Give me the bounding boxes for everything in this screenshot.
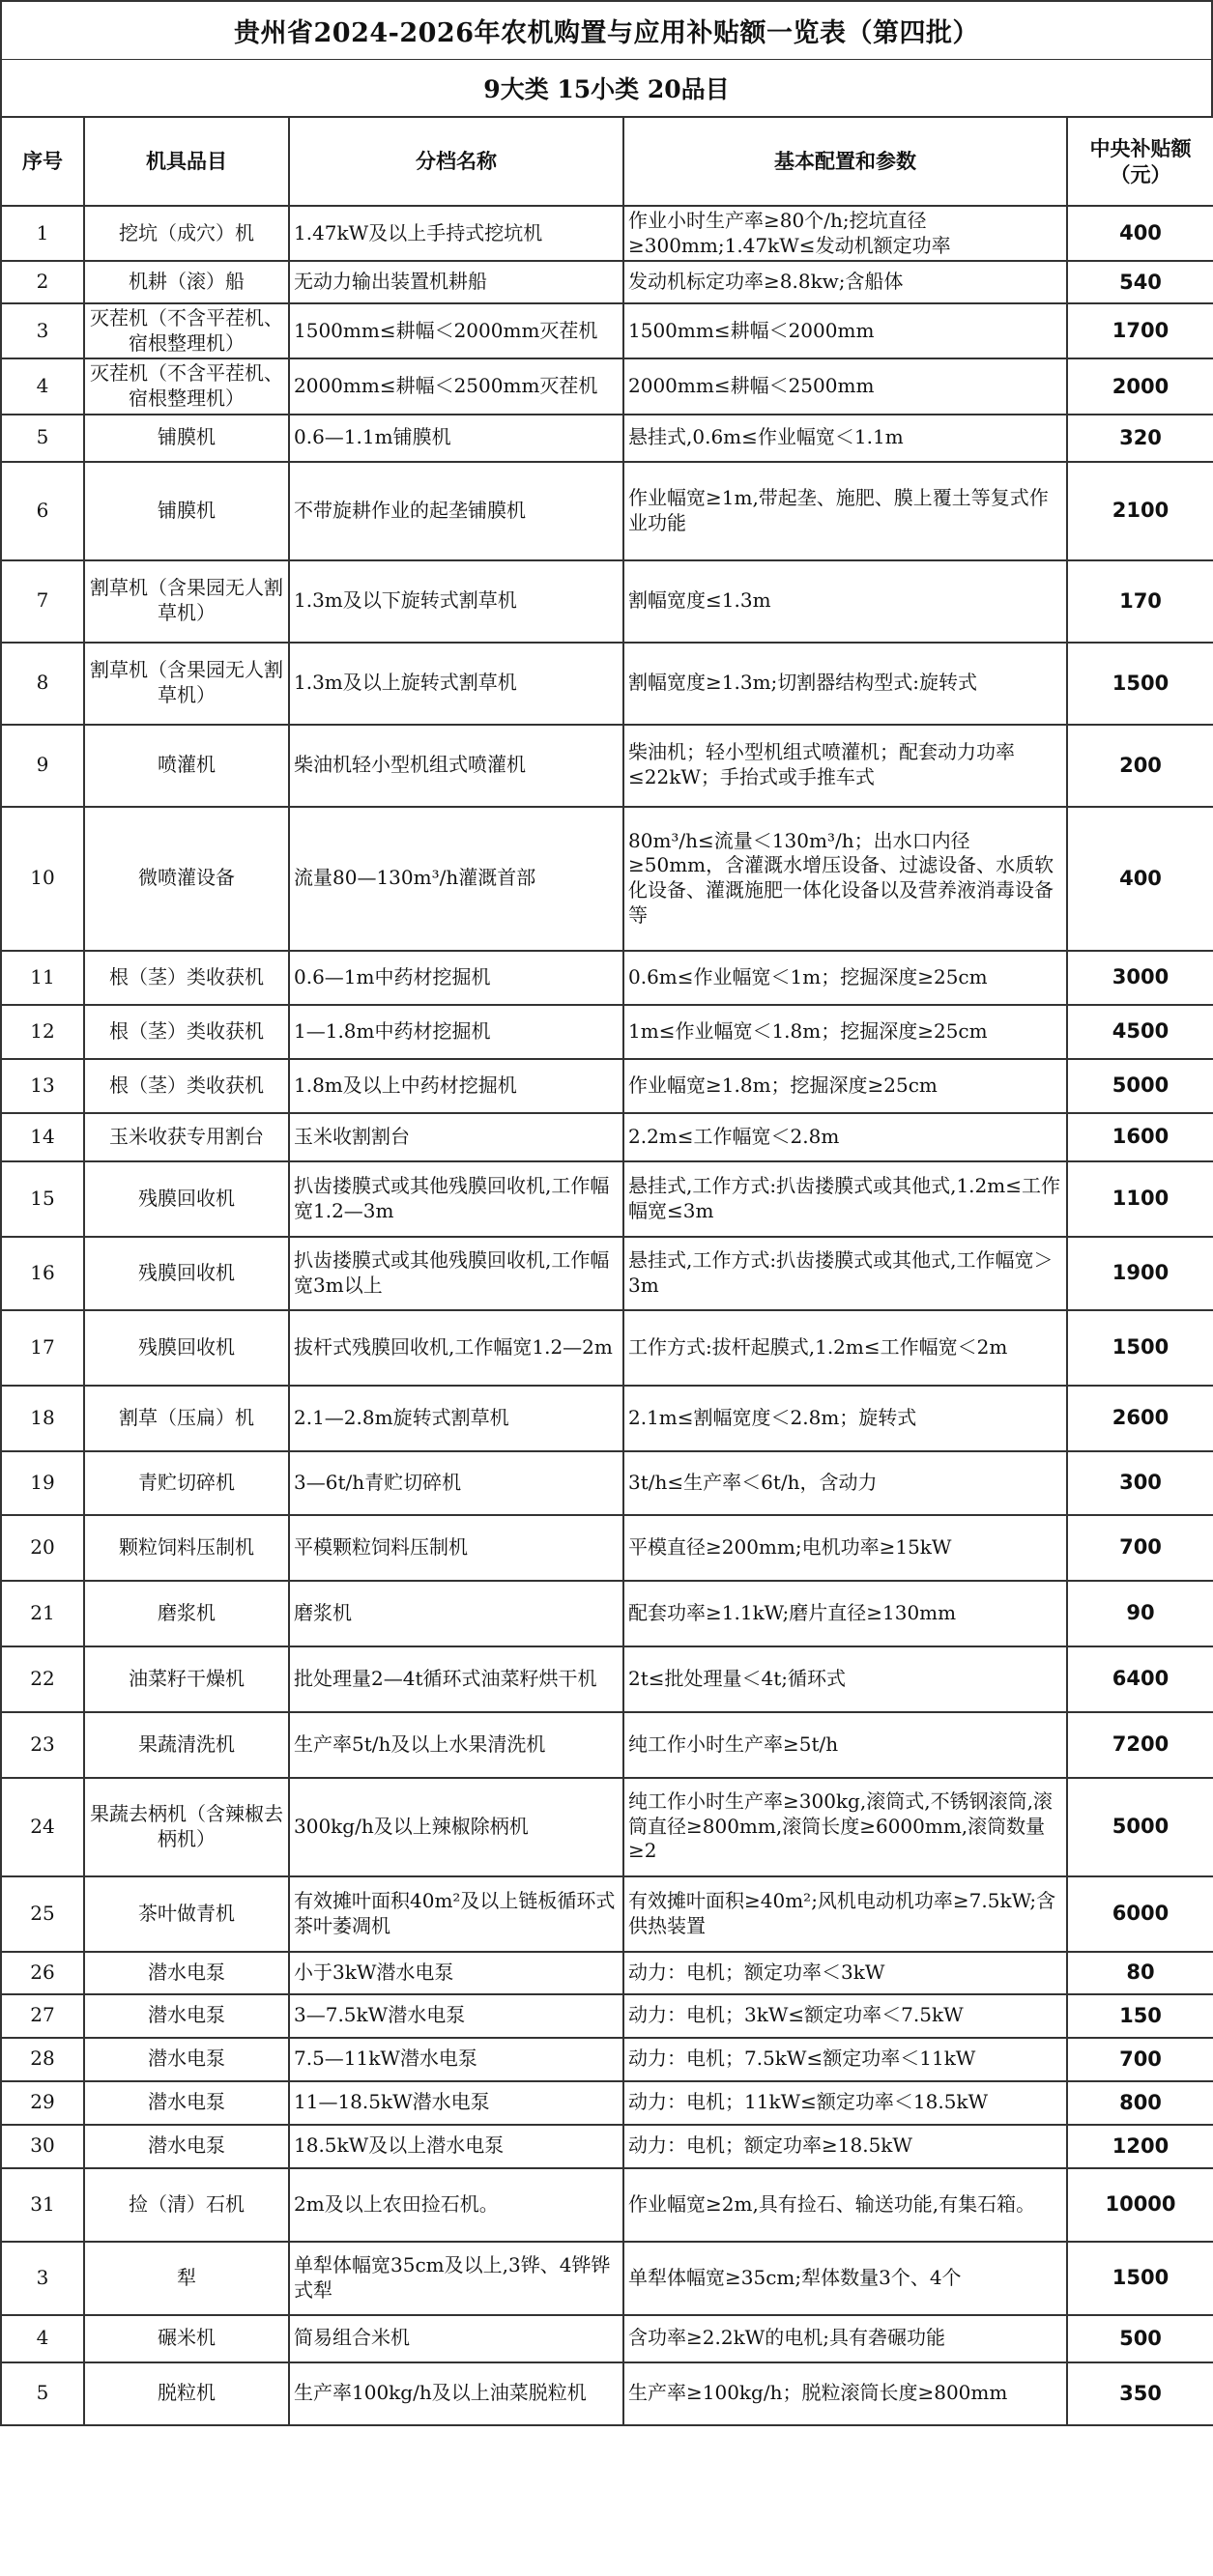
cell-item: 磨浆机 [84,1581,289,1646]
cell-no: 6 [1,462,84,560]
cell-subsidy: 10000 [1067,2168,1213,2242]
cell-spec: 2t≤批处理量＜4t;循环式 [623,1646,1067,1712]
cell-grade: 0.6—1.1m铺膜机 [289,415,623,462]
cell-item: 茶叶做青机 [84,1876,289,1952]
cell-no: 24 [1,1778,84,1876]
cell-grade: 拔杆式残膜回收机,工作幅宽1.2—2m [289,1310,623,1386]
cell-grade: 平模颗粒饲料压制机 [289,1515,623,1581]
table-row [1,560,1213,643]
cell-item: 铺膜机 [84,462,289,560]
cell-subsidy: 7200 [1067,1712,1213,1778]
cell-spec: 动力：电机；7.5kW≤额定功率＜11kW [623,2038,1067,2081]
cell-item: 青贮切碎机 [84,1451,289,1515]
cell-no: 16 [1,1237,84,1310]
cell-spec: 平模直径≥200mm;电机功率≥15kW [623,1515,1067,1581]
cell-subsidy: 350 [1067,2362,1213,2425]
cell-spec: 含功率≥2.2kW的电机;具有砻碾功能 [623,2315,1067,2362]
cell-item: 脱粒机 [84,2362,289,2425]
cell-subsidy: 540 [1067,261,1213,303]
cell-subsidy: 700 [1067,2038,1213,2081]
cell-grade: 玉米收割割台 [289,1113,623,1161]
cell-item: 喷灌机 [84,725,289,807]
cell-no: 4 [1,358,84,414]
cell-spec: 割幅宽度≥1.3m;切割器结构型式:旋转式 [623,643,1067,725]
table-row [1,643,1213,725]
cell-item: 根（茎）类收获机 [84,1005,289,1059]
cell-no: 15 [1,1161,84,1237]
cell-no: 28 [1,2038,84,2081]
subsidy-table [0,116,1213,2426]
cell-item: 果蔬去柄机（含辣椒去柄机） [84,1778,289,1876]
cell-spec: 悬挂式,工作方式:扒齿搂膜式或其他式,工作幅宽＞3m [623,1237,1067,1310]
cell-no: 25 [1,1876,84,1952]
cell-subsidy: 320 [1067,415,1213,462]
cell-item: 根（茎）类收获机 [84,1059,289,1113]
table-row [1,1005,1213,1059]
cell-subsidy: 400 [1067,206,1213,261]
cell-subsidy: 6000 [1067,1876,1213,1952]
cell-spec: 2.2m≤工作幅宽＜2.8m [623,1113,1067,1161]
cell-no: 3 [1,2242,84,2315]
cell-spec: 割幅宽度≤1.3m [623,560,1067,643]
table-row [1,807,1213,951]
cell-spec: 2000mm≤耕幅＜2500mm [623,358,1067,414]
cell-subsidy: 1600 [1067,1113,1213,1161]
cell-grade: 批处理量2—4t循环式油菜籽烘干机 [289,1646,623,1712]
cell-no: 18 [1,1386,84,1451]
table-row [1,1778,1213,1876]
cell-grade: 简易组合米机 [289,2315,623,2362]
cell-item: 割草机（含果园无人割草机） [84,560,289,643]
cell-subsidy: 2600 [1067,1386,1213,1451]
table-row [1,1237,1213,1310]
cell-grade: 柴油机轻小型机组式喷灌机 [289,725,623,807]
table-row [1,206,1213,261]
cell-no: 9 [1,725,84,807]
cell-subsidy: 3000 [1067,951,1213,1005]
cell-spec: 1m≤作业幅宽＜1.8m；挖掘深度≥25cm [623,1005,1067,1059]
cell-subsidy: 400 [1067,807,1213,951]
cell-grade: 7.5—11kW潜水电泵 [289,2038,623,2081]
table-row [1,1451,1213,1515]
cell-subsidy: 2000 [1067,358,1213,414]
cell-spec: 0.6m≤作业幅宽＜1m；挖掘深度≥25cm [623,951,1067,1005]
cell-item: 颗粒饲料压制机 [84,1515,289,1581]
cell-subsidy: 1500 [1067,643,1213,725]
cell-grade: 300kg/h及以上辣椒除柄机 [289,1778,623,1876]
cell-grade: 2m及以上农田捡石机。 [289,2168,623,2242]
cell-no: 5 [1,415,84,462]
cell-spec: 纯工作小时生产率≥300kg,滚筒式,不锈钢滚筒,滚筒直径≥800mm,滚筒长度≥6000mm,滚筒数量≥2 [623,1778,1067,1876]
cell-spec: 发动机标定功率≥8.8kw;含船体 [623,261,1067,303]
cell-subsidy: 500 [1067,2315,1213,2362]
table-row [1,303,1213,358]
cell-subsidy: 200 [1067,725,1213,807]
cell-item: 潜水电泵 [84,2125,289,2168]
cell-spec: 工作方式:拔杆起膜式,1.2m≤工作幅宽＜2m [623,1310,1067,1386]
cell-item: 犁 [84,2242,289,2315]
cell-item: 果蔬清洗机 [84,1712,289,1778]
cell-grade: 扒齿搂膜式或其他残膜回收机,工作幅宽1.2—3m [289,1161,623,1237]
table-row [1,2038,1213,2081]
cell-item: 碾米机 [84,2315,289,2362]
table-row [1,1386,1213,1451]
header-subsidy: 中央补贴额（元） [1067,117,1213,206]
cell-subsidy: 4500 [1067,1005,1213,1059]
cell-subsidy: 5000 [1067,1059,1213,1113]
cell-item: 灭茬机（不含平茬机、宿根整理机） [84,303,289,358]
cell-no: 2 [1,261,84,303]
cell-no: 23 [1,1712,84,1778]
cell-no: 7 [1,560,84,643]
cell-item: 潜水电泵 [84,2038,289,2081]
cell-item: 残膜回收机 [84,1237,289,1310]
table-row [1,2362,1213,2425]
cell-spec: 作业幅宽≥1.8m；挖掘深度≥25cm [623,1059,1067,1113]
cell-item: 割草机（含果园无人割草机） [84,643,289,725]
table-row [1,1161,1213,1237]
header-item: 机具品目 [84,117,289,206]
cell-item: 残膜回收机 [84,1310,289,1386]
cell-spec: 1500mm≤耕幅＜2000mm [623,303,1067,358]
header-no: 序号 [1,117,84,206]
cell-spec: 悬挂式,0.6m≤作业幅宽＜1.1m [623,415,1067,462]
cell-grade: 1.47kW及以上手持式挖坑机 [289,206,623,261]
table-row [1,725,1213,807]
cell-subsidy: 1700 [1067,303,1213,358]
table-row [1,1515,1213,1581]
table-row [1,1113,1213,1161]
cell-spec: 80m³/h≤流量＜130m³/h；出水口内径≥50mm，含灌溉水增压设备、过滤设备、水质软化设备、灌溉施肥一体化设备以及营养液消毒设备等 [623,807,1067,951]
cell-subsidy: 1100 [1067,1161,1213,1237]
cell-grade: 3—7.5kW潜水电泵 [289,1994,623,2038]
cell-spec: 动力：电机；11kW≤额定功率＜18.5kW [623,2081,1067,2125]
cell-item: 微喷灌设备 [84,807,289,951]
cell-no: 27 [1,1994,84,2038]
cell-spec: 动力：电机；额定功率≥18.5kW [623,2125,1067,2168]
cell-no: 4 [1,2315,84,2362]
cell-item: 残膜回收机 [84,1161,289,1237]
cell-subsidy: 300 [1067,1451,1213,1515]
cell-grade: 1.3m及以上旋转式割草机 [289,643,623,725]
cell-spec: 配套功率≥1.1kW;磨片直径≥130mm [623,1581,1067,1646]
cell-item: 玉米收获专用割台 [84,1113,289,1161]
cell-no: 19 [1,1451,84,1515]
cell-grade: 流量80—130m³/h灌溉首部 [289,807,623,951]
cell-item: 机耕（滚）船 [84,261,289,303]
cell-subsidy: 1900 [1067,1237,1213,1310]
cell-subsidy: 1500 [1067,2242,1213,2315]
cell-grade: 1500mm≤耕幅＜2000mm灭茬机 [289,303,623,358]
table-row [1,1952,1213,1994]
header-spec: 基本配置和参数 [623,117,1067,206]
cell-no: 30 [1,2125,84,2168]
cell-grade: 单犁体幅宽35cm及以上,3铧、4铧铧式犁 [289,2242,623,2315]
cell-grade: 生产率5t/h及以上水果清洗机 [289,1712,623,1778]
cell-item: 割草（压扁）机 [84,1386,289,1451]
cell-subsidy: 1500 [1067,1310,1213,1386]
table-row [1,951,1213,1005]
cell-no: 12 [1,1005,84,1059]
table-row [1,415,1213,462]
cell-spec: 作业小时生产率≥80个/h;挖坑直径≥300mm;1.47kW≤发动机额定功率 [623,206,1067,261]
table-row [1,2168,1213,2242]
cell-no: 5 [1,2362,84,2425]
table-row [1,1994,1213,2038]
cell-spec: 2.1m≤割幅宽度＜2.8m；旋转式 [623,1386,1067,1451]
cell-no: 29 [1,2081,84,2125]
cell-spec: 作业幅宽≥2m,具有捡石、输送功能,有集石箱。 [623,2168,1067,2242]
cell-no: 8 [1,643,84,725]
cell-no: 21 [1,1581,84,1646]
cell-grade: 2000mm≤耕幅＜2500mm灭茬机 [289,358,623,414]
table-row [1,1646,1213,1712]
cell-subsidy: 80 [1067,1952,1213,1994]
cell-item: 油菜籽干燥机 [84,1646,289,1712]
cell-grade: 不带旋耕作业的起垄铺膜机 [289,462,623,560]
table-row [1,261,1213,303]
cell-item: 捡（清）石机 [84,2168,289,2242]
cell-item: 潜水电泵 [84,2081,289,2125]
cell-no: 13 [1,1059,84,1113]
cell-spec: 生产率≥100kg/h；脱粒滚筒长度≥800mm [623,2362,1067,2425]
table-row [1,2242,1213,2315]
cell-subsidy: 700 [1067,1515,1213,1581]
cell-no: 31 [1,2168,84,2242]
cell-item: 铺膜机 [84,415,289,462]
cell-grade: 0.6—1m中药材挖掘机 [289,951,623,1005]
cell-subsidy: 2100 [1067,462,1213,560]
cell-subsidy: 800 [1067,2081,1213,2125]
cell-grade: 无动力输出装置机耕船 [289,261,623,303]
table-row [1,1876,1213,1952]
table-row [1,462,1213,560]
header-grade: 分档名称 [289,117,623,206]
cell-grade: 磨浆机 [289,1581,623,1646]
cell-no: 11 [1,951,84,1005]
cell-subsidy: 1200 [1067,2125,1213,2168]
cell-grade: 1.8m及以上中药材挖掘机 [289,1059,623,1113]
cell-no: 26 [1,1952,84,1994]
table-row [1,2081,1213,2125]
cell-spec: 悬挂式,工作方式:扒齿搂膜式或其他式,1.2m≤工作幅宽≤3m [623,1161,1067,1237]
cell-subsidy: 150 [1067,1994,1213,2038]
cell-spec: 柴油机；轻小型机组式喷灌机；配套动力功率≤22kW；手抬式或手推车式 [623,725,1067,807]
cell-grade: 小于3kW潜水电泵 [289,1952,623,1994]
cell-spec: 动力：电机；3kW≤额定功率＜7.5kW [623,1994,1067,2038]
cell-grade: 3—6t/h青贮切碎机 [289,1451,623,1515]
cell-no: 1 [1,206,84,261]
cell-no: 3 [1,303,84,358]
cell-spec: 有效摊叶面积≥40m²;风机电动机功率≥7.5kW;含供热装置 [623,1876,1067,1952]
cell-grade: 1.3m及以下旋转式割草机 [289,560,623,643]
table-row [1,2125,1213,2168]
cell-spec: 作业幅宽≥1m,带起垄、施肥、膜上覆土等复式作业功能 [623,462,1067,560]
cell-spec: 纯工作小时生产率≥5t/h [623,1712,1067,1778]
cell-spec: 3t/h≤生产率＜6t/h，含动力 [623,1451,1067,1515]
cell-subsidy: 5000 [1067,1778,1213,1876]
cell-item: 灭茬机（不含平茬机、宿根整理机） [84,358,289,414]
cell-no: 17 [1,1310,84,1386]
cell-grade: 2.1—2.8m旋转式割草机 [289,1386,623,1451]
cell-item: 挖坑（成穴）机 [84,206,289,261]
cell-item: 根（茎）类收获机 [84,951,289,1005]
cell-subsidy: 90 [1067,1581,1213,1646]
document-title: 贵州省2024-2026年农机购置与应用补贴额一览表（第四批） [0,0,1213,60]
table-row [1,1310,1213,1386]
cell-no: 20 [1,1515,84,1581]
table-row [1,2315,1213,2362]
table-row [1,358,1213,414]
cell-grade: 18.5kW及以上潜水电泵 [289,2125,623,2168]
cell-grade: 11—18.5kW潜水电泵 [289,2081,623,2125]
table-row [1,1581,1213,1646]
header-row [1,117,1213,206]
cell-spec: 单犁体幅宽≥35cm;犁体数量3个、4个 [623,2242,1067,2315]
table-row [1,1059,1213,1113]
cell-no: 22 [1,1646,84,1712]
cell-spec: 动力：电机；额定功率＜3kW [623,1952,1067,1994]
document-subtitle: 9大类 15小类 20品目 [0,60,1213,116]
cell-subsidy: 6400 [1067,1646,1213,1712]
cell-grade: 生产率100kg/h及以上油菜脱粒机 [289,2362,623,2425]
cell-grade: 扒齿搂膜式或其他残膜回收机,工作幅宽3m以上 [289,1237,623,1310]
cell-no: 14 [1,1113,84,1161]
cell-grade: 1—1.8m中药材挖掘机 [289,1005,623,1059]
cell-grade: 有效摊叶面积40m²及以上链板循环式茶叶萎凋机 [289,1876,623,1952]
cell-no: 10 [1,807,84,951]
table-row [1,1712,1213,1778]
cell-subsidy: 170 [1067,560,1213,643]
cell-item: 潜水电泵 [84,1994,289,2038]
cell-item: 潜水电泵 [84,1952,289,1994]
